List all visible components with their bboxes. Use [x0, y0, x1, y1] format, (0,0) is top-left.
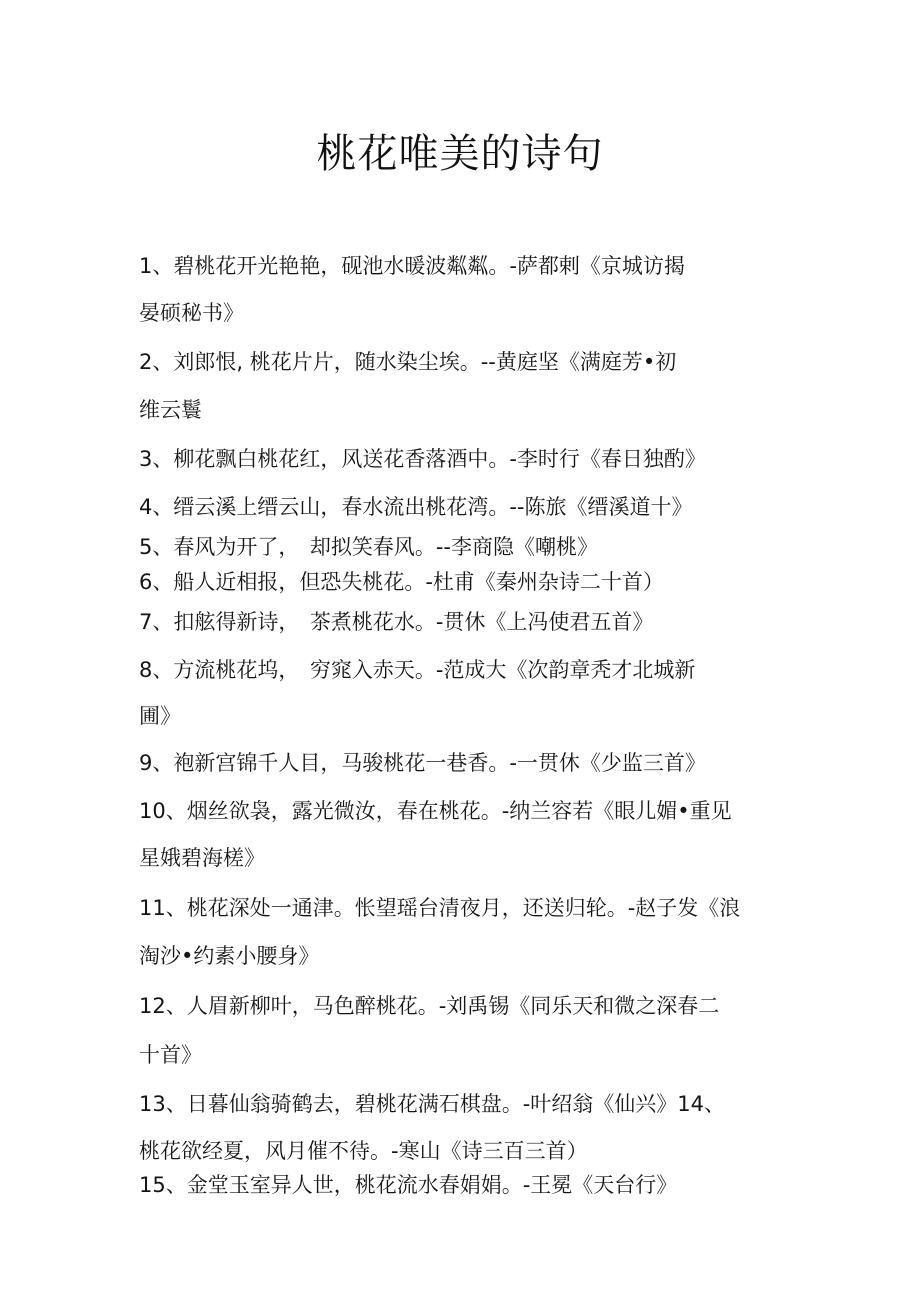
poem-line: 7、扣舷得新诗， 茶煮桃花水。-贯休《上冯使君五首》 [139, 610, 654, 634]
poem-line: 6、船人近相报，但恐失桃花。-杜甫《秦州杂诗二十首） [139, 570, 664, 594]
poem-line: 10、烟丝欲袅，露光微汝，春在桃花。-纳兰容若《眼儿媚•重见 [139, 799, 732, 823]
poem-line: 淘沙•约素小腰身》 [139, 944, 320, 968]
poem-line: 星娥碧海槎》 [139, 846, 265, 870]
poem-line: 晏硕秘书》 [139, 301, 244, 325]
poem-line: 15、金堂玉室异人世，桃花流水春娟娟。-王冕《天台行》 [139, 1173, 678, 1197]
poem-line: 4、缙云溪上缙云山，春水流出桃花湾。--陈旅《缙溪道十》 [139, 495, 693, 519]
poem-line: 1、碧桃花开光艳艳，砚池水暖波粼粼。-萨都剌《京城访揭 [139, 254, 685, 278]
poem-line: 桃花欲经夏，风月催不待。-寒山《诗三百三首） [139, 1139, 588, 1163]
poem-line: 5、春风为开了， 却拟笑春风。--李商隐《嘲桃》 [139, 535, 599, 559]
poem-line: 12、人眉新柳叶，马色醉桃花。-刘禹锡《同乐天和微之深春二 [139, 994, 720, 1018]
poem-line: 9、袍新宫锦千人目，马骏桃花一巷香。-一贯休《少监三首》 [139, 751, 706, 775]
page-title: 桃花唯美的诗句 [316, 131, 604, 177]
poem-line: 3、柳花飘白桃花红，风送花香落酒中。-李时行《春日独酌》 [139, 447, 706, 471]
poem-line: 维云鬟 [139, 398, 202, 422]
poem-line: 十首》 [139, 1043, 202, 1067]
poem-line: 圃》 [139, 704, 181, 728]
poem-line: 13、日暮仙翁骑鹤去，碧桃花满石棋盘。-叶绍翁《仙兴》14、 [139, 1092, 726, 1116]
poem-line: 2、刘郎恨, 桃花片片，随水染尘埃。--黄庭坚《满庭芳•初 [139, 350, 677, 374]
poem-line: 11、桃花深处一通津。怅望瑶台清夜月，还送归轮。-赵子发《浪 [139, 896, 741, 920]
poem-line: 8、方流桃花坞， 穷窕入赤天。-范成大《次韵章秃才北城新 [139, 658, 696, 682]
